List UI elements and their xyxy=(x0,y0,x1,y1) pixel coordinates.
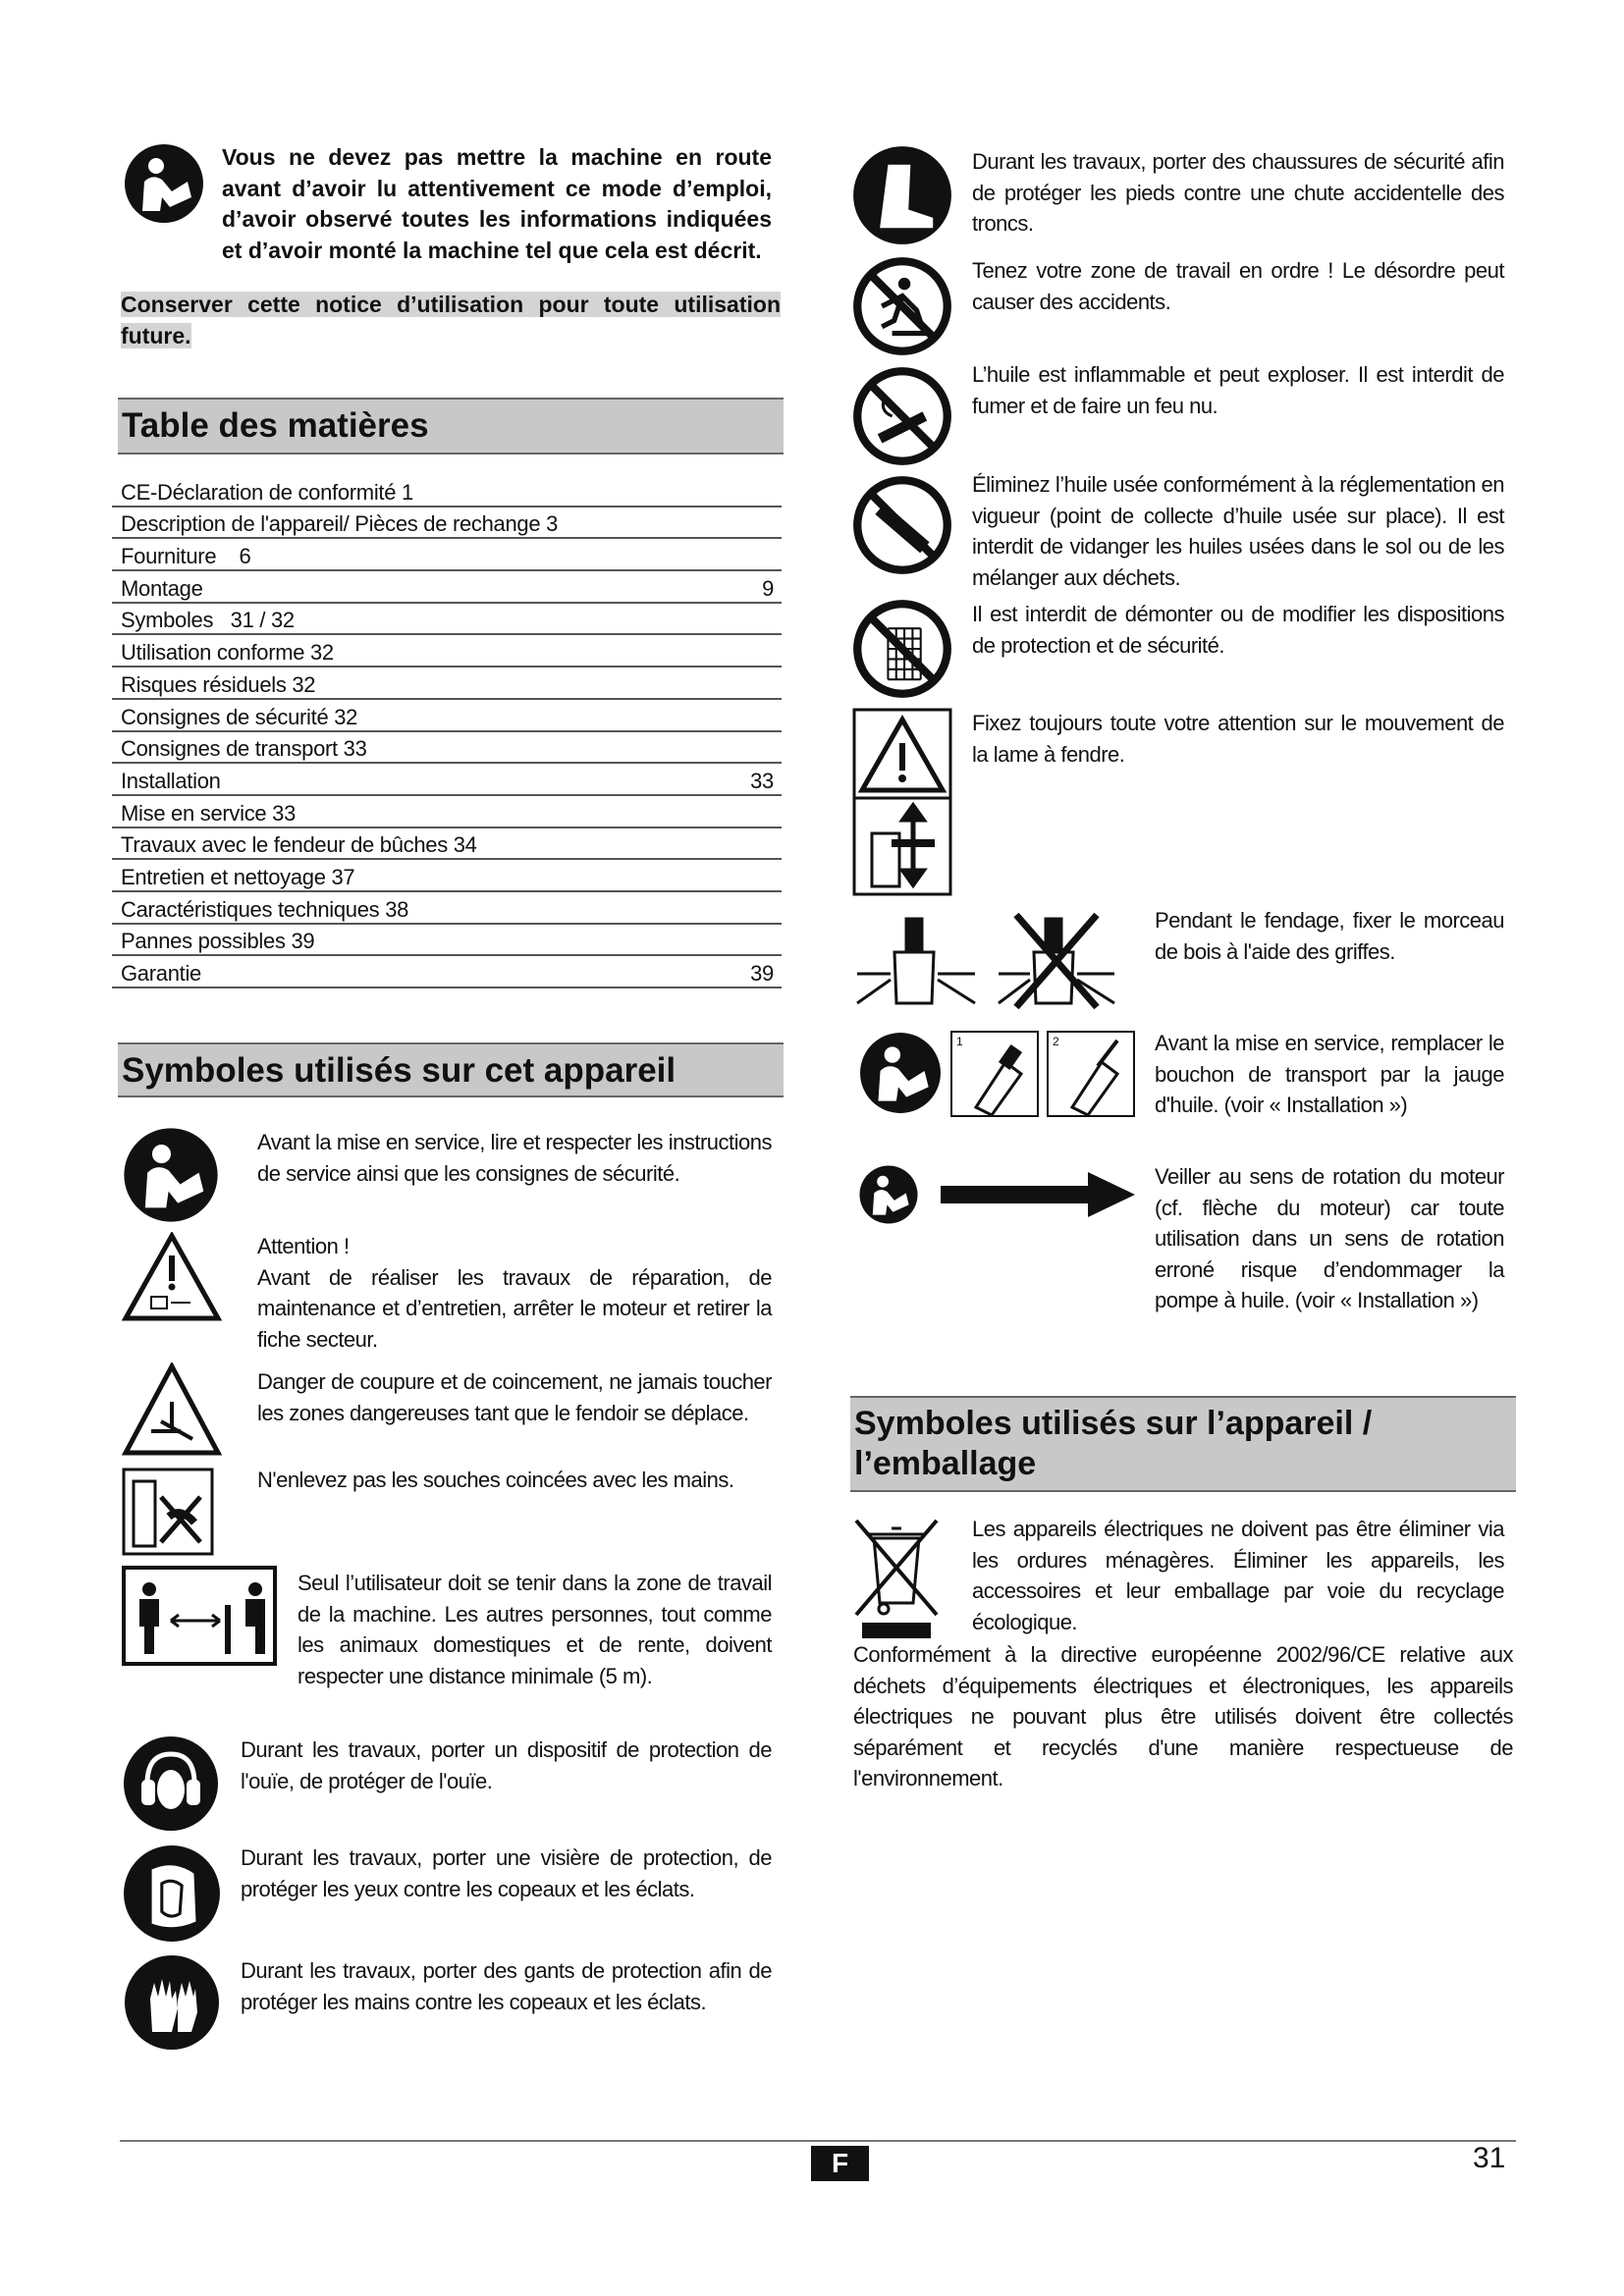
symbol-text: Pendant le fendage, fixer le morceau de bois à l'aide des griffes. xyxy=(1155,908,1504,964)
toc-row[interactable] xyxy=(112,539,782,571)
directive-text: Conformément à la directive européenne 2002/96/CE relative aux déchets d’équipements électriques et électroniques, les appareils électriques ne pouvant plus être utilisés doivent être collectés séparément et recyclés d'une manière respectueuse de l'environnement. xyxy=(853,1642,1513,1790)
crush-hazard-icon xyxy=(122,1362,222,1459)
symbol-text: Fixez toujours toute votre attention sur le mouvement de la lame à fendre. xyxy=(972,711,1504,767)
toc-row[interactable] xyxy=(112,700,782,732)
toc-page: 39 xyxy=(750,961,774,986)
symbol-text: Il est interdit de démonter ou de modifier les dispositions de protection et de sécurité. xyxy=(972,602,1504,658)
log-claws-icon xyxy=(851,905,1136,1015)
ear-protection-icon xyxy=(122,1735,220,1833)
keep-notice-text: Conserver cette notice d’utilisation pour toute utilisation future. xyxy=(121,292,781,348)
toc-label: CE-Déclaration de conformité 1 xyxy=(121,479,413,505)
toc-label: Description de l'appareil/ Pièces de rechange 3 xyxy=(121,511,559,537)
face-shield-icon xyxy=(122,1843,222,1944)
oil-plug-step-2 xyxy=(1047,1031,1135,1117)
no-tripping-icon xyxy=(851,255,953,357)
no-hands-icon xyxy=(122,1468,214,1556)
symbol-text: Avant de réaliser les travaux de réparation, de maintenance et d’entretien, arrêter le moteur et retirer la fiche secteur. xyxy=(257,1264,772,1352)
weee-text: Les appareils électriques ne doivent pas être éliminer via les ordures ménagères. Éliminer les appareils, les accessoires et leur emballage par voie du recyclage écologique. xyxy=(972,1517,1504,1634)
safety-boots-icon xyxy=(851,144,953,246)
toc-row[interactable] xyxy=(112,571,782,604)
toc-page: 9 xyxy=(762,575,774,601)
warning-unplug-icon xyxy=(122,1232,222,1322)
symbol-text: Avant la mise en service, remplacer le bouchon de transport par la jauge d'huile. (voir « Installation ») xyxy=(1155,1031,1504,1117)
toc-row[interactable] xyxy=(112,796,782,828)
toc-row[interactable] xyxy=(112,732,782,765)
read-manual-icon xyxy=(858,1164,919,1225)
symbol-text: Durant les travaux, porter un dispositif de protection de l'ouïe, de protéger de l'ouïe. xyxy=(241,1737,772,1793)
symbol-text: Seul l’utilisateur doit se tenir dans la zone de travail de la machine. Les autres personnes, tout comme les animaux domestiques et de rente, doivent respecter une distance minimale (5 m). xyxy=(298,1571,772,1688)
symbols-device-heading: Symboles utilisés sur cet appareil xyxy=(118,1042,784,1097)
symbol-text: Éliminez l’huile usée conformément à la réglementation en vigueur (point de collecte d’huile usée sur place). Il est interdit de vidanger les huiles usées dans le sol ou de les mélanger aux déchets. xyxy=(972,472,1504,590)
step-label: 1 xyxy=(956,1035,963,1048)
toc-label: Consignes de sécurité 32 xyxy=(121,704,358,729)
blade-movement-icon xyxy=(852,708,952,896)
toc-label: Utilisation conforme 32 xyxy=(121,640,334,666)
symbol-text: Durant les travaux, porter des chaussures de sécurité afin de protéger les pieds contre une chute accidentelle des troncs. xyxy=(972,149,1504,236)
oil-plug-step-1 xyxy=(950,1031,1039,1117)
table-of-contents xyxy=(112,475,782,988)
symbol-text-block xyxy=(257,1231,772,1355)
arrow-right-icon xyxy=(941,1170,1137,1219)
symbols-packaging-heading: Symboles utilisés sur l’appareil / l’emballage xyxy=(850,1396,1516,1492)
no-guard-removal-icon xyxy=(851,598,953,700)
rotation-arrow-icon xyxy=(858,1164,1137,1225)
toc-label: Pannes possibles 39 xyxy=(121,929,315,954)
toc-row[interactable] xyxy=(112,507,782,540)
toc-row[interactable] xyxy=(112,892,782,925)
toc-label: Entretien et nettoyage 37 xyxy=(121,864,355,889)
symbol-text: Avant la mise en service, lire et respecter les instructions de service ainsi que les consignes de sécurité. xyxy=(257,1130,772,1186)
symbol-text: Tenez votre zone de travail en ordre ! Le désordre peut causer des accidents. xyxy=(972,258,1504,314)
toc-row[interactable] xyxy=(112,925,782,957)
toc-page: 33 xyxy=(750,768,774,793)
toc-row[interactable] xyxy=(112,828,782,861)
toc-row[interactable] xyxy=(112,475,782,507)
toc-label: Fourniture 6 xyxy=(121,544,251,569)
toc-label: Consignes de transport 33 xyxy=(121,736,367,762)
page-number: 31 xyxy=(1473,2142,1506,2174)
toc-label: Mise en service 33 xyxy=(121,800,297,826)
attention-label: Attention ! xyxy=(257,1234,350,1258)
toc-row[interactable] xyxy=(112,956,782,988)
toc-label: Garantie xyxy=(121,961,201,986)
toc-row[interactable] xyxy=(112,667,782,700)
read-manual-icon xyxy=(858,1031,943,1115)
read-manual-icon xyxy=(123,142,205,225)
no-oil-dumping-icon xyxy=(851,474,953,576)
language-badge: F xyxy=(811,2146,869,2181)
toc-label: Risques résiduels 32 xyxy=(121,671,316,697)
step-label: 2 xyxy=(1053,1035,1059,1048)
gloves-icon xyxy=(122,1953,222,2052)
toc-row[interactable] xyxy=(112,764,782,796)
toc-row[interactable] xyxy=(112,860,782,892)
read-manual-icon xyxy=(122,1126,220,1224)
symbol-text: Danger de coupure et de coincement, ne jamais toucher les zones dangereuses tant que le fendoir se déplace. xyxy=(257,1369,772,1425)
toc-label: Symboles 31 / 32 xyxy=(121,608,295,633)
toc-label: Caractéristiques techniques 38 xyxy=(121,896,409,922)
keep-notice xyxy=(121,290,781,351)
symbol-text: N'enlevez pas les souches coincées avec les mains. xyxy=(257,1468,734,1492)
symbol-text: L’huile est inflammable et peut exploser. Il est interdit de fumer et de faire un feu nu. xyxy=(972,362,1504,418)
symbol-text: Durant les travaux, porter une visière de protection, de protéger les yeux contre les copeaux et les éclats. xyxy=(241,1845,772,1901)
toc-label: Travaux avec le fendeur de bûches 34 xyxy=(121,832,477,858)
weee-bin-icon xyxy=(852,1517,941,1640)
toc-label: Montage xyxy=(121,575,203,601)
toc-row[interactable] xyxy=(112,635,782,667)
toc-row[interactable] xyxy=(112,604,782,636)
footer-divider xyxy=(120,2140,1516,2142)
oil-plug-icon xyxy=(858,1031,1135,1117)
symbol-text: Veiller au sens de rotation du moteur (cf. flèche du moteur) car toute utilisation dans un sens de rotation erroné risque d’endommager la pompe à huile. (voir « Installation ») xyxy=(1155,1164,1504,1312)
no-smoking-icon xyxy=(851,365,953,467)
symbol-text: Durant les travaux, porter des gants de protection afin de protéger les mains contre les copeaux et les éclats. xyxy=(241,1958,772,2014)
toc-label: Installation xyxy=(121,768,221,793)
toc-heading: Table des matières xyxy=(118,398,784,454)
intro-warning: Vous ne devez pas mettre la machine en route avant d’avoir lu attentivement ce mode d’emploi, d’avoir observé toutes les informations indiquées et d’avoir monté la machine tel que cela est décrit. xyxy=(222,144,772,263)
keep-distance-icon xyxy=(122,1566,277,1666)
